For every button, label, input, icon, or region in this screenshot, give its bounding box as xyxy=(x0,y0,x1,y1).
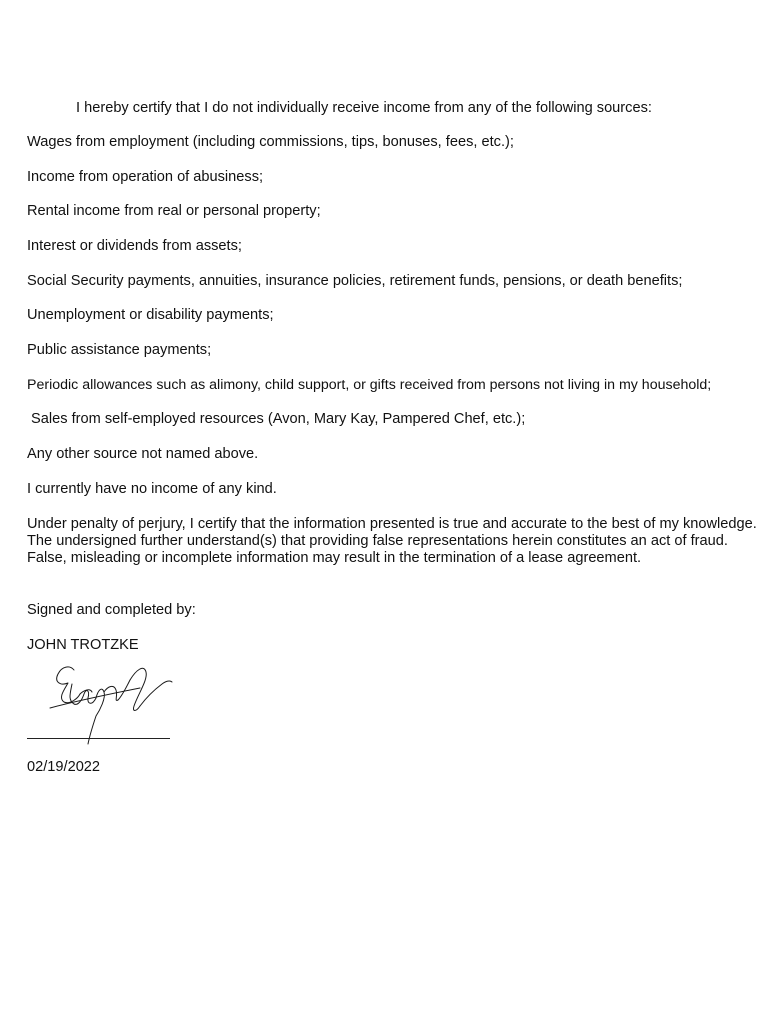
certification-paragraph: Under penalty of perjury, I certify that the information presented is true and accurate to the best of my knowledge. The undersigned further understand(s) that providing false representations herein constitutes an act of fraud. False, misleading or incomplete information may result in the termination of a lease agreement. xyxy=(27,516,757,566)
income-source-item: Sales from self-employed resources (Avon, Mary Kay, Pampered Chef, etc.); xyxy=(27,411,526,427)
income-source-item: Periodic allowances such as alimony, child support, or gifts received from persons not living in my household; xyxy=(27,377,712,393)
income-source-item: Interest or dividends from assets; xyxy=(27,238,242,254)
no-income-statement: I currently have no income of any kind. xyxy=(27,481,277,497)
income-source-item: Unemployment or disability payments; xyxy=(27,307,274,323)
signed-date: 02/19/2022 xyxy=(27,759,101,775)
income-source-item: Public assistance payments; xyxy=(27,342,212,358)
income-source-item: Rental income from real or personal property; xyxy=(27,203,321,219)
signed-label: Signed and completed by: xyxy=(27,602,196,618)
signer-name: JOHN TROTZKE xyxy=(27,637,139,653)
income-source-item: Wages from employment (including commissions, tips, bonuses, fees, etc.); xyxy=(27,134,514,150)
income-source-item: Any other source not named above. xyxy=(27,446,259,462)
income-source-item: Social Security payments, annuities, insurance policies, retirement funds, pensions, or death benefits; xyxy=(27,273,683,289)
handwritten-signature xyxy=(40,650,180,750)
income-source-item: Income from operation of abusiness; xyxy=(27,169,264,185)
intro-statement: I hereby certify that I do not individually receive income from any of the following sources: xyxy=(76,100,652,116)
signature-line xyxy=(27,738,170,739)
